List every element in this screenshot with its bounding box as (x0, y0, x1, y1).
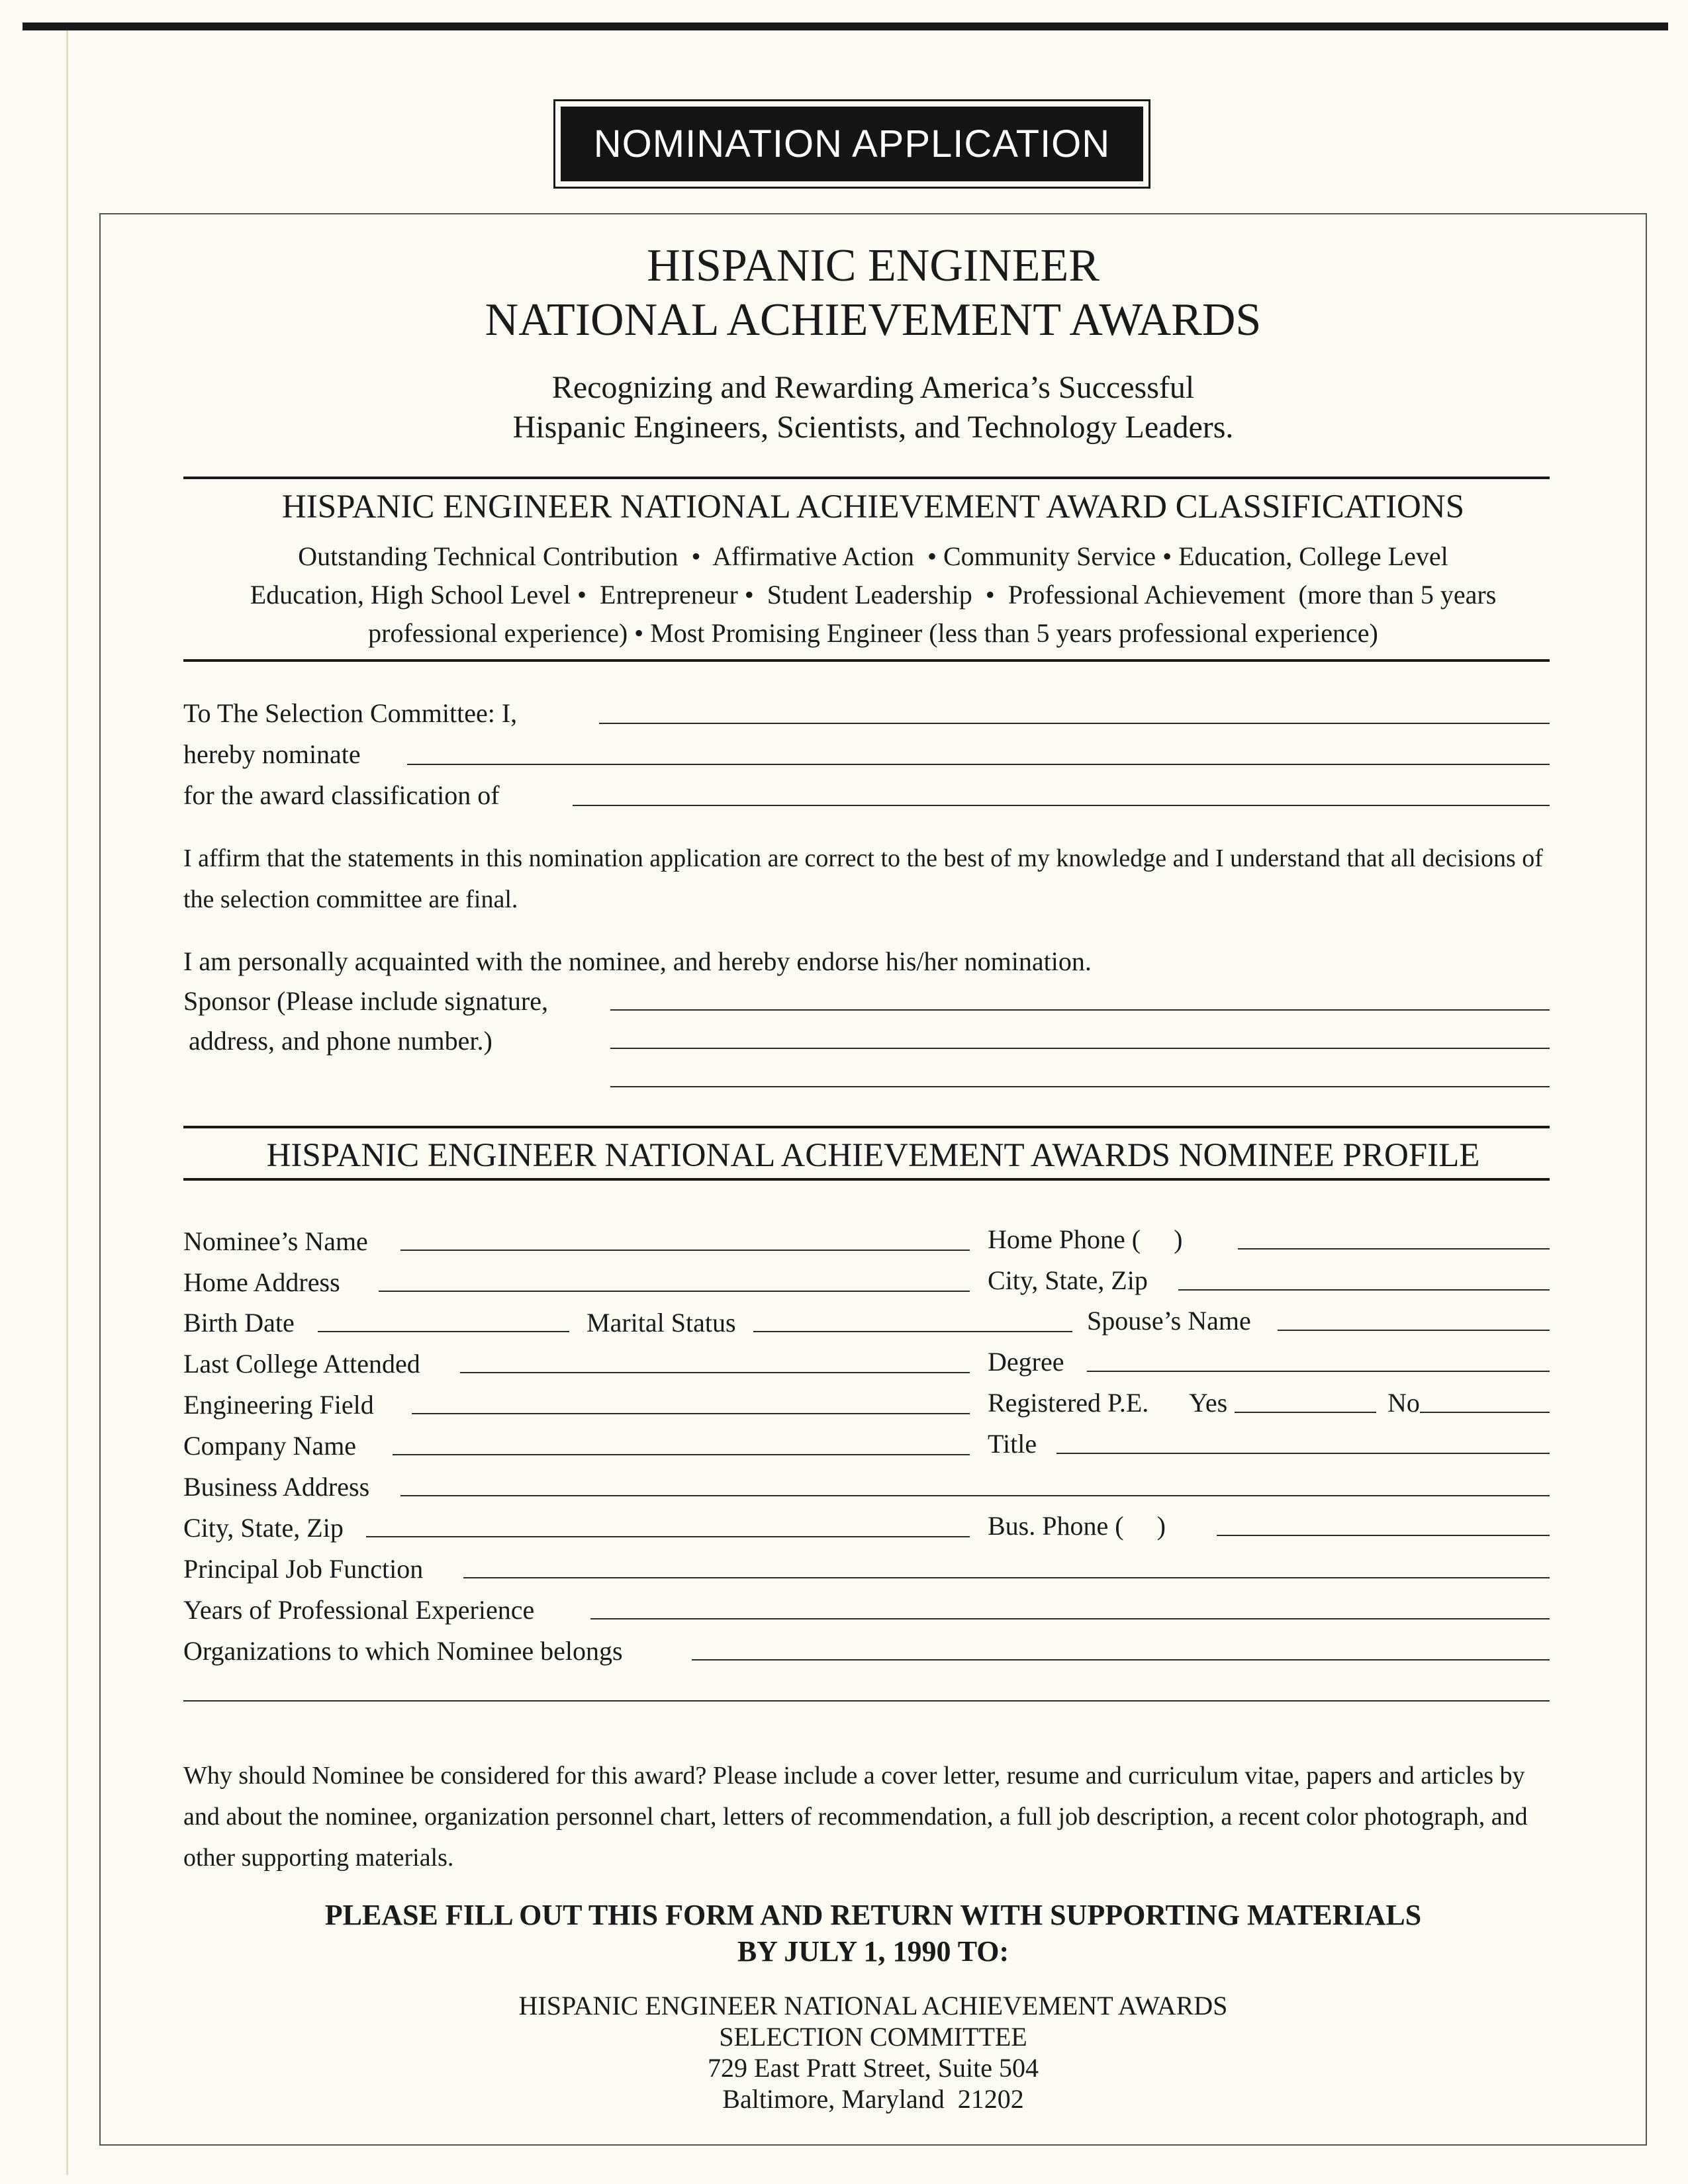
organizations-label: Organizations to which Nominee belongs (183, 1636, 623, 1666)
years-experience-input[interactable] (590, 1618, 1550, 1619)
home-address-label: Home Address (183, 1267, 340, 1297)
award-classification-field[interactable] (573, 805, 1550, 806)
organizations-input[interactable] (692, 1659, 1550, 1661)
instructions-line-1: PLEASE FILL OUT THIS FORM AND RETURN WITH SUPPORTING MATERIALS (324, 1899, 1422, 1931)
business-address-input[interactable] (400, 1495, 1550, 1496)
top-edge-bar (23, 23, 1668, 30)
degree-label: Degree (988, 1347, 1064, 1377)
profile-top-rule (183, 1126, 1550, 1128)
title-line-1: HISPANIC ENGINEER (647, 240, 1100, 291)
business-address-label: Business Address (183, 1472, 370, 1502)
subtitle-line-2: Hispanic Engineers, Scientists, and Technology Leaders. (512, 410, 1234, 445)
job-title-label: Title (988, 1429, 1037, 1459)
classifications-heading: HISPANIC ENGINEER NATIONAL ACHIEVEMENT AWARD CLASSIFICATIONS (281, 488, 1465, 525)
sponsor-field-3[interactable] (610, 1086, 1550, 1087)
registered-pe-no-label: No (1387, 1388, 1420, 1418)
home-address-input[interactable] (379, 1291, 970, 1292)
nominee-name-input[interactable] (400, 1250, 970, 1251)
title-line-2: NATIONAL ACHIEVEMENT AWARDS (485, 295, 1262, 345)
sponsor-label-line-2: address, and phone number.) (189, 1026, 492, 1056)
header-badge-text: NOMINATION APPLICATION (561, 107, 1143, 181)
spouse-name-label: Spouse’s Name (1087, 1306, 1251, 1336)
nominee-name-field[interactable] (407, 764, 1550, 765)
home-city-state-zip-label: City, State, Zip (988, 1265, 1148, 1295)
sponsor-label-line-1: Sponsor (Please include signature, (183, 986, 548, 1016)
affirmation-text: I affirm that the statements in this nomination application are correct to the best of my knowledge and I understand that all decisions of the selection committee are final. (183, 844, 1543, 913)
business-city-state-zip-label: City, State, Zip (183, 1513, 344, 1543)
classifications-line-3: professional experience) • Most Promising Engineer (less than 5 years professional experience) (368, 618, 1378, 648)
address-line-3: 729 East Pratt Street, Suite 504 (708, 2053, 1039, 2083)
nominate-label: hereby nominate (183, 739, 361, 769)
registered-pe-label: Registered P.E. (988, 1388, 1149, 1418)
engineering-field-input[interactable] (412, 1413, 970, 1414)
home-phone-input[interactable] (1238, 1248, 1550, 1250)
classification-label: for the award classification of (183, 780, 500, 810)
home-phone-label: Home Phone ( ) (988, 1224, 1183, 1254)
address-line-2: SELECTION COMMITTEE (719, 2022, 1027, 2052)
birth-date-input[interactable] (318, 1331, 569, 1332)
job-function-input[interactable] (463, 1577, 1550, 1578)
job-function-label: Principal Job Function (183, 1554, 424, 1584)
sponsor-field-1[interactable] (610, 1009, 1550, 1011)
committee-label: To The Selection Committee: I, (183, 698, 518, 728)
company-name-input[interactable] (393, 1454, 970, 1455)
address-line-4: Baltimore, Maryland 21202 (722, 2084, 1024, 2114)
home-city-state-zip-input[interactable] (1178, 1289, 1550, 1291)
business-phone-input[interactable] (1217, 1535, 1550, 1536)
last-college-label: Last College Attended (183, 1349, 420, 1379)
job-title-input[interactable] (1056, 1453, 1550, 1454)
sponsor-field-2[interactable] (610, 1048, 1550, 1049)
profile-bottom-rule (183, 1178, 1550, 1181)
marital-status-input[interactable] (753, 1331, 1072, 1332)
spouse-name-input[interactable] (1278, 1330, 1550, 1331)
acquainted-text: I am personally acquainted with the nominee, and hereby endorse his/her nomination. (183, 946, 1092, 976)
company-name-label: Company Name (183, 1431, 357, 1461)
classifications-bottom-rule (183, 659, 1550, 662)
instructions-line-2: BY JULY 1, 1990 TO: (737, 1935, 1009, 1968)
registered-pe-yes-label: Yes (1189, 1388, 1228, 1418)
marital-status-label: Marital Status (586, 1308, 736, 1338)
subtitle-line-1: Recognizing and Rewarding America’s Successful (551, 370, 1195, 405)
nominator-name-field[interactable] (599, 723, 1550, 724)
address-line-1: HISPANIC ENGINEER NATIONAL ACHIEVEMENT AWARDS (518, 1991, 1228, 2021)
organizations-input-2[interactable] (183, 1700, 1550, 1702)
classifications-line-2: Education, High School Level • Entrepreneur • Student Leadership • Professional Achievement (more than 5 years (250, 580, 1497, 610)
degree-input[interactable] (1087, 1371, 1550, 1372)
engineering-field-label: Engineering Field (183, 1390, 374, 1420)
birth-date-label: Birth Date (183, 1308, 295, 1338)
profile-heading: HISPANIC ENGINEER NATIONAL ACHIEVEMENT AWARDS NOMINEE PROFILE (266, 1137, 1480, 1174)
business-city-state-zip-input[interactable] (366, 1536, 970, 1537)
classifications-top-rule (183, 477, 1550, 479)
classifications-line-1: Outstanding Technical Contribution • Affirmative Action • Community Service • Education, College Level (298, 541, 1448, 571)
registered-pe-yes-input[interactable] (1235, 1412, 1376, 1413)
business-phone-label: Bus. Phone ( ) (988, 1511, 1166, 1541)
header-badge (553, 99, 1150, 189)
why-nominee-text: Why should Nominee be considered for this award? Please include a cover letter, resume and curriculum vitae, papers and articles by and about the nominee, organization personnel chart, letters of recommendation, a full job description, a recent color photograph, and other supporting materials. (183, 1762, 1528, 1872)
page-left-edge (66, 30, 68, 2175)
last-college-input[interactable] (460, 1372, 970, 1373)
registered-pe-no-input[interactable] (1420, 1412, 1550, 1413)
years-experience-label: Years of Professional Experience (183, 1595, 535, 1625)
nominee-name-label: Nominee’s Name (183, 1226, 368, 1256)
